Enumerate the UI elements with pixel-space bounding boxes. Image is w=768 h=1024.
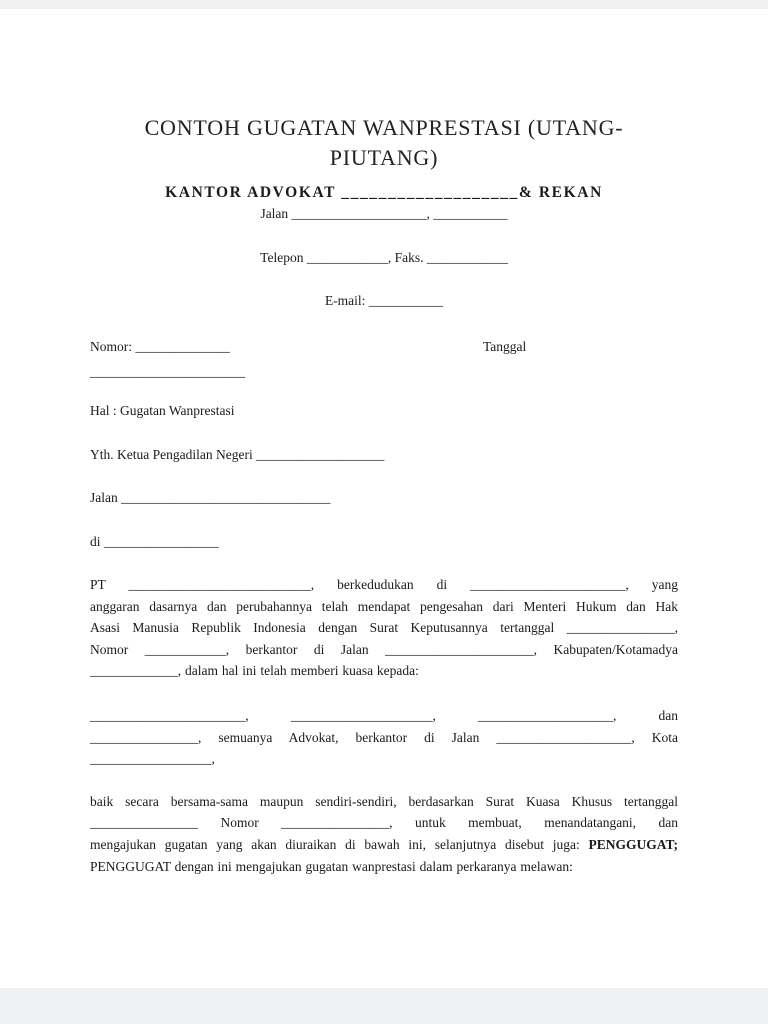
text-line: _______________________, _____________________, ____________________, dan bbox=[90, 707, 678, 723]
text-line: ________________ Nomor ________________, untuk membuat, menandatangani, dan bbox=[90, 815, 678, 831]
text-line: baik secara bersama-sama maupun sendiri-sendiri, berdasarkan Surat Kuasa Khusus tertanggal bbox=[90, 793, 678, 809]
letterhead-phone-fax-line: Telepon ____________, Faks. ____________ bbox=[260, 250, 508, 265]
recipient-street-line: Jalan _______________________________ bbox=[90, 490, 331, 505]
text-line: Asasi Manusia Republik Indonesia dengan Surat Keputusannya tertanggal ________________, bbox=[90, 620, 678, 636]
nomor-blank-line: _______________________ bbox=[90, 364, 246, 379]
recipient-city-line: di _________________ bbox=[90, 534, 219, 549]
text-line: PT ___________________________, berkedudukan di _______________________, yang bbox=[90, 577, 678, 592]
text-line: PENGGUGAT dengan ini mengajukan gugatan wanprestasi dalam perkaranya melawan: bbox=[90, 858, 573, 874]
text-line: mengajukan gugatan yang akan diuraikan di bawah ini, selanjutnya disebut juga: PENGGUGAT; bbox=[90, 836, 678, 852]
text-line: __________________, bbox=[90, 751, 215, 767]
viewer-top-gutter bbox=[0, 0, 768, 9]
text-line: ________________, semuanya Advokat, berkantor di Jalan ____________________, Kota bbox=[90, 729, 678, 745]
text-line: _____________, dalam hal ini telah memberi kuasa kepada: bbox=[90, 663, 419, 679]
nomor-tanggal-row bbox=[90, 338, 678, 355]
letterhead-email-line: E-mail: ___________ bbox=[324, 293, 444, 308]
text-line: anggaran dasarnya dan perubahannya telah mendapat pengesahan dari Menteri Hukum dan Hak bbox=[90, 598, 678, 614]
nomor-field: Nomor: ______________ bbox=[90, 339, 230, 354]
letterhead-office-line: KANTOR ADVOKAT ___________________& REKAN bbox=[165, 184, 603, 201]
paragraph-plaintiff-identity bbox=[90, 574, 678, 682]
paragraph-attorneys-list bbox=[90, 705, 678, 770]
text-line: PIUTANG) bbox=[329, 145, 439, 170]
document-title bbox=[90, 113, 678, 173]
viewer-bottom-gutter bbox=[0, 988, 768, 1024]
recipient-line: Yth. Ketua Pengadilan Negeri ___________________ bbox=[90, 447, 385, 462]
text-line: Nomor ____________, berkantor di Jalan ______________________, Kabupaten/Kotamadya bbox=[90, 641, 678, 657]
tanggal-label: Tanggal bbox=[483, 339, 527, 354]
paragraph-power-of-attorney bbox=[90, 791, 678, 877]
letterhead-address-line: Jalan ____________________, ___________ bbox=[260, 206, 508, 221]
document-page bbox=[0, 9, 768, 988]
text-line: CONTOH GUGATAN WANPRESTASI (UTANG- bbox=[144, 115, 624, 140]
subject-line: Hal : Gugatan Wanprestasi bbox=[90, 403, 235, 418]
